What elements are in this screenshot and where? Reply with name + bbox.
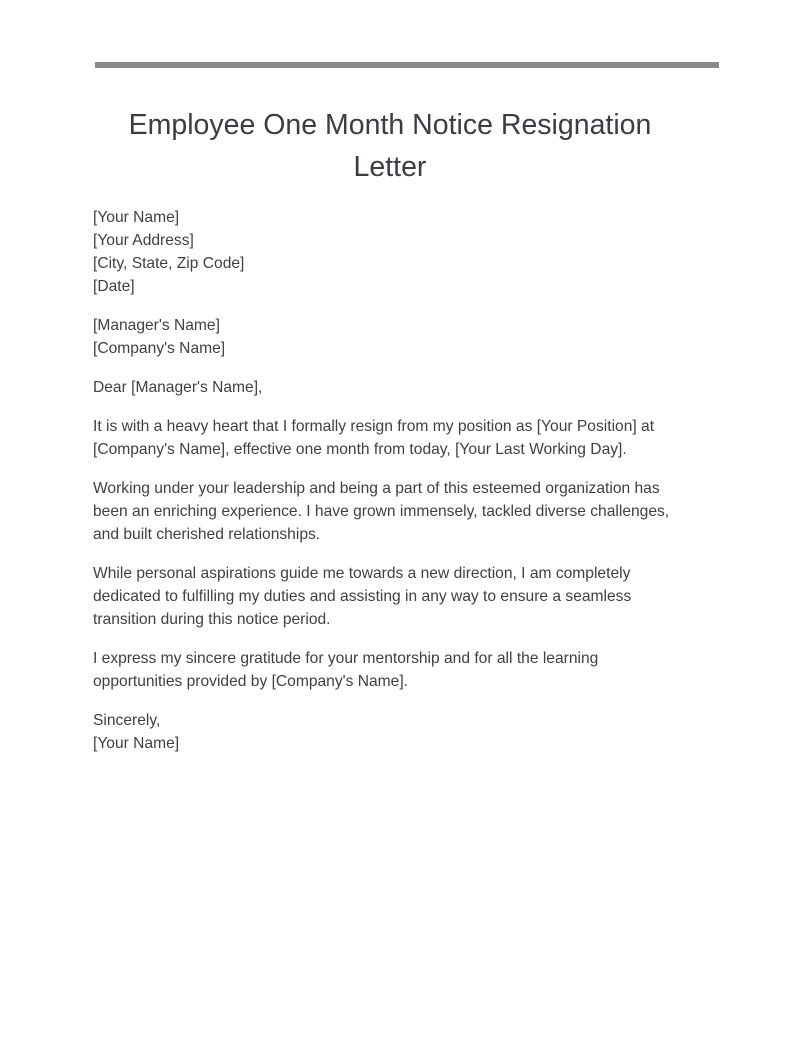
paragraph-line: dedicated to fulfilling my duties and assisting in any way to ensure a seamless — [93, 588, 632, 605]
paragraph-1 — [93, 415, 693, 461]
sender-block — [93, 206, 693, 298]
paragraph-line: I express my sincere gratitude for your mentorship and for all the learning — [93, 650, 599, 667]
letter-body — [93, 206, 693, 771]
paragraph-line: [Company's Name], effective one month from today, [Your Last Working Day]. — [93, 441, 627, 458]
paragraph-line: Working under your leadership and being a part of this esteemed organization has — [93, 480, 660, 497]
paragraph-2 — [93, 477, 693, 546]
signature-name: [Your Name] — [93, 735, 180, 752]
recipient-manager-name: [Manager's Name] — [93, 317, 220, 334]
paragraph-line: It is with a heavy heart that I formally resign from my position as [Your Position] at — [93, 418, 655, 435]
title-line-2: Letter — [353, 151, 427, 183]
paragraph-line: While personal aspirations guide me towards a new direction, I am completely — [93, 565, 631, 582]
paragraph-4 — [93, 647, 693, 693]
header-rule — [95, 62, 719, 68]
document-title — [95, 104, 685, 188]
sender-city-state-zip: [City, State, Zip Code] — [93, 255, 245, 272]
paragraph-line: transition during this notice period. — [93, 611, 331, 628]
title-line-1: Employee One Month Notice Resignation — [128, 109, 652, 141]
recipient-block — [93, 314, 693, 360]
sender-name: [Your Name] — [93, 209, 180, 226]
paragraph-3 — [93, 562, 693, 631]
closing-text: Sincerely, — [93, 712, 161, 729]
letter-date: [Date] — [93, 278, 135, 295]
paragraph-line: opportunities provided by [Company's Name]. — [93, 673, 409, 690]
sender-address: [Your Address] — [93, 232, 194, 249]
recipient-company-name: [Company's Name] — [93, 340, 226, 357]
salutation — [93, 376, 693, 399]
paragraph-line: been an enriching experience. I have grown immensely, tackled diverse challenges, — [93, 503, 670, 520]
paragraph-line: and built cherished relationships. — [93, 526, 321, 543]
salutation-text: Dear [Manager's Name], — [93, 379, 263, 396]
closing-block — [93, 709, 693, 755]
